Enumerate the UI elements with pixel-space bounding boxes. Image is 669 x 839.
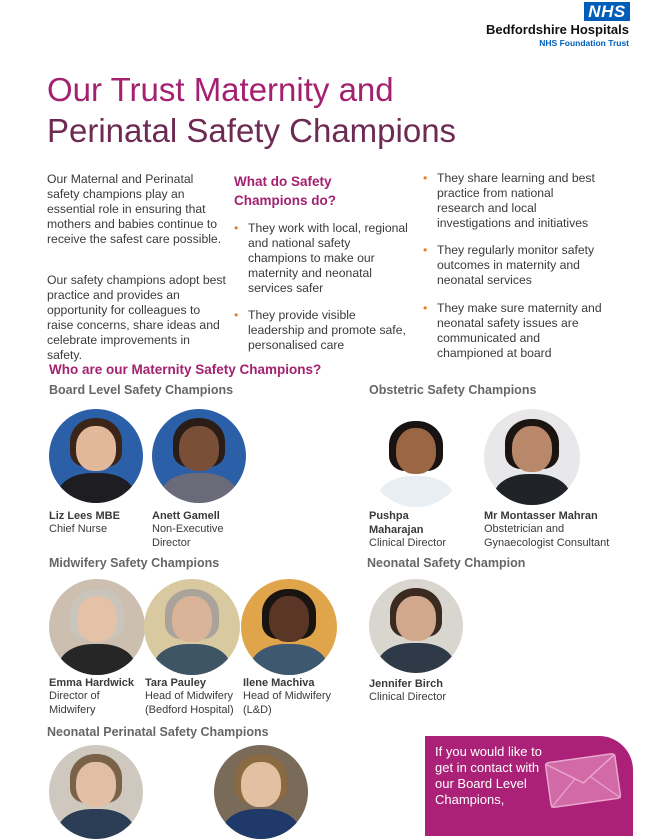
bullet-list-right (423, 171, 603, 231)
bullet-item: • They work with local, regional and national safety champions to make our maternity and neonatal services safer (234, 221, 409, 296)
photo-neonatal-champion-2 (214, 745, 308, 839)
photo-neonatal-champion-1 (49, 745, 143, 839)
person-name: Liz Lees MBE (49, 510, 120, 522)
person-name: Emma Hardwick (49, 677, 134, 689)
bullet-item: • They share learning and best practice from national research and local investigations and initiatives (423, 171, 603, 231)
intro-paragraph-2: Our safety champions adopt best practice and provides an opportunity for colleagues to raise concerns, share ideas and celebrate improvements in safety. (47, 273, 226, 362)
person-role: Obstetrician and Gynaecologist Consultant (484, 523, 610, 549)
person-role: Clinical Director (369, 691, 447, 703)
what-heading: What do Safety Champions do? (234, 174, 336, 208)
org-subtitle: NHS Foundation Trust (539, 38, 629, 48)
bullet-list-right (423, 301, 603, 361)
bullet-list-right (423, 243, 603, 288)
org-name: Bedfordshire Hospitals (485, 22, 629, 37)
section-midwifery: Midwifery Safety Champions (49, 556, 220, 570)
bullet-item: • They provide visible leadership and promote safe, personalised care (234, 308, 409, 353)
photo-jennifer-birch (369, 579, 463, 673)
person-name: Tara Pauley (145, 677, 206, 689)
person-role: Chief Nurse (49, 523, 108, 535)
person-name: Mr Montasser Mahran (484, 510, 598, 522)
person-role: Clinical Director (369, 537, 447, 549)
bullet-item: • They make sure maternity and neonatal safety issues are communicated and championed at board (423, 301, 603, 361)
section-neonatal: Neonatal Safety Champion (367, 556, 526, 570)
section-obstetric: Obstetric Safety Champions (369, 383, 537, 397)
bullet-item: • They regularly monitor safety outcomes in maternity and neonatal services (423, 243, 603, 288)
bullet-list-mid (234, 308, 409, 353)
photo-pushpa-maharajan (368, 411, 464, 507)
photo-montasser-mahran (484, 409, 580, 505)
photo-tara-pauley (144, 579, 240, 675)
photo-ilene-machiva (241, 579, 337, 675)
bullet-list-mid (234, 221, 409, 296)
section-neonatal-perinatal: Neonatal Perinatal Safety Champions (47, 725, 269, 739)
section-board: Board Level Safety Champions (49, 383, 234, 397)
photo-emma-hardwick (49, 579, 145, 675)
person-role: Non-Executive Director (152, 523, 224, 549)
intro-paragraph-1: Our Maternal and Perinatal safety champions play an essential role in ensuring that mothers and babies continue to receive the safest care possible. (47, 172, 222, 246)
person-role: Director of Midwifery (49, 690, 100, 716)
page-title-line1: Our Trust Maternity and (47, 71, 394, 108)
person-role: Head of Midwifery (L&D) (243, 690, 332, 716)
person-name: Jennifer Birch (369, 678, 443, 690)
page-title-line2: Perinatal Safety Champions (47, 112, 457, 149)
person-name: Ilene Machiva (243, 677, 315, 689)
photo-liz-lees (49, 409, 143, 503)
person-name: Anett Gamell (152, 510, 220, 522)
photo-anett-gamell (152, 409, 246, 503)
who-heading: Who are our Maternity Safety Champions? (49, 362, 322, 377)
person-name: Pushpa Maharajan (369, 510, 424, 536)
envelope-icon (544, 752, 622, 809)
person-role: Head of Midwifery (Bedford Hospital) (145, 690, 234, 716)
nhs-logo: NHS (584, 2, 630, 21)
contact-text: If you would like to get in contact with our Board Level Champions, (435, 744, 542, 807)
